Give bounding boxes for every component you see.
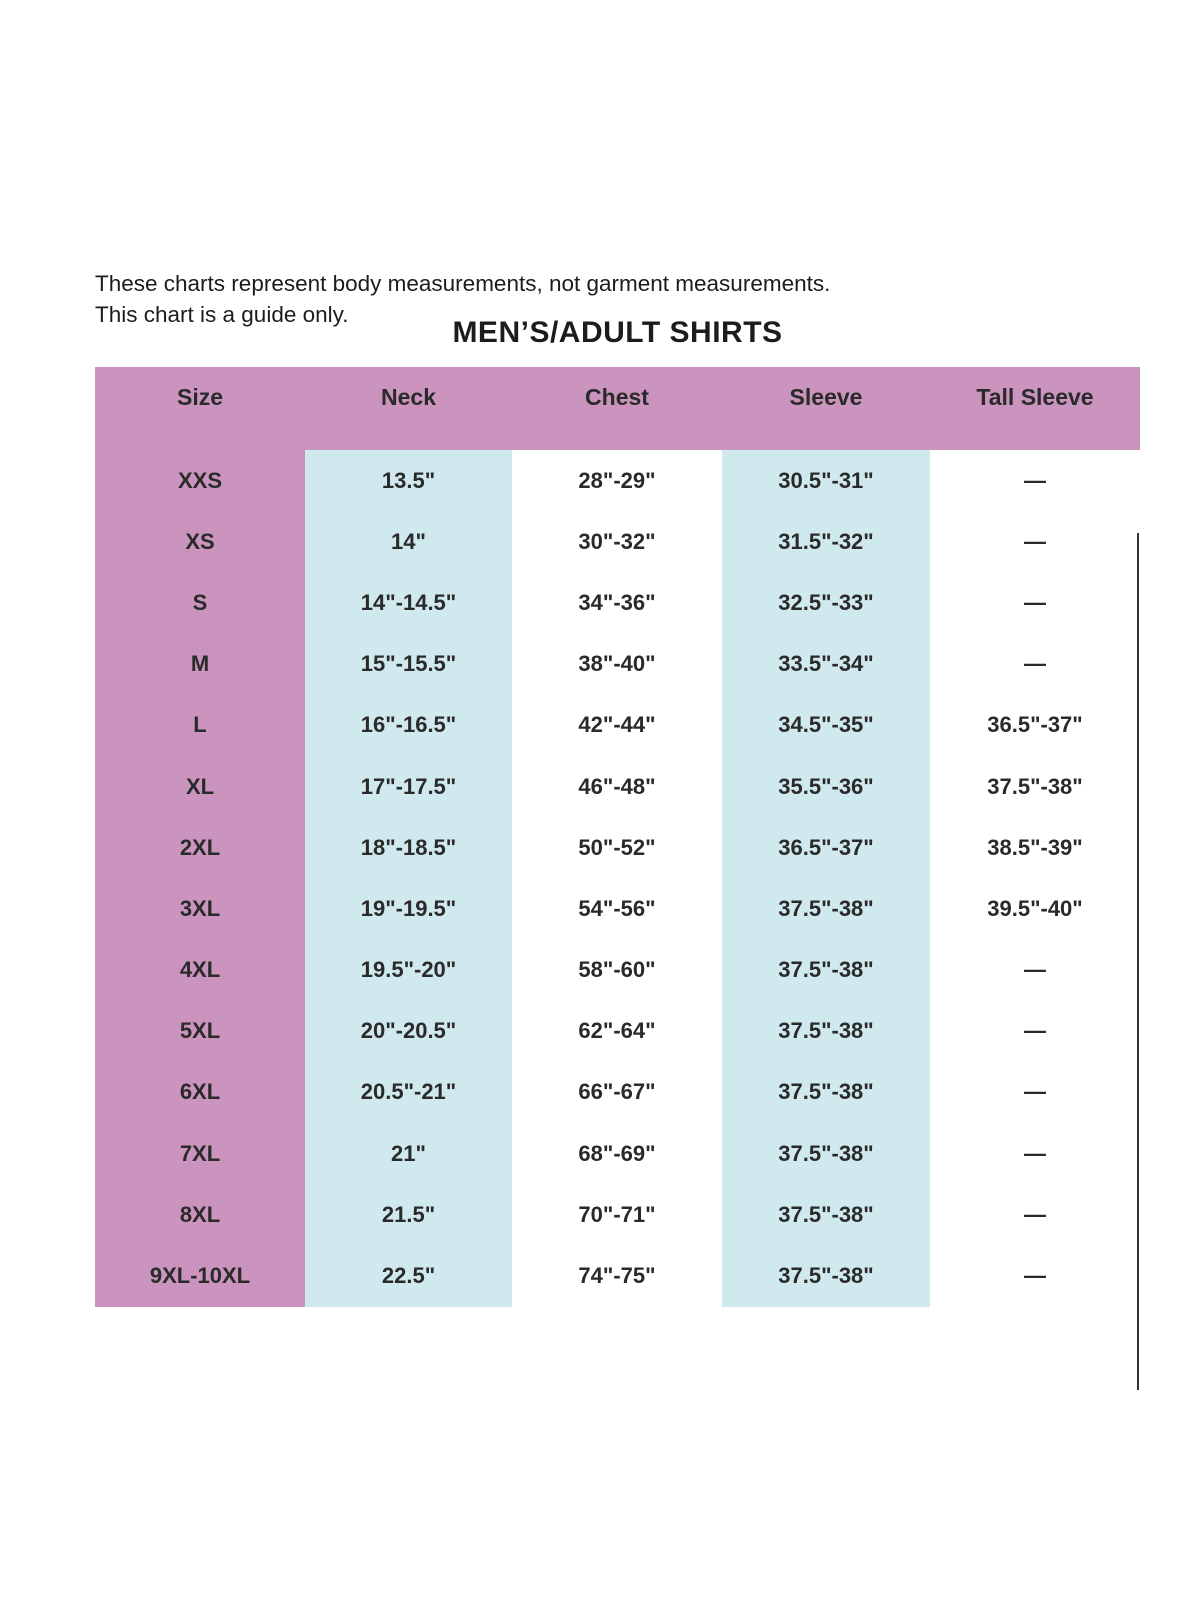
sleeve-cell: 37.5"-38"	[722, 1001, 930, 1062]
sleeve-cell: 31.5"-32"	[722, 511, 930, 572]
neck-cell: 22.5"	[305, 1245, 512, 1306]
chest-cell: 70"-71"	[512, 1184, 722, 1245]
size-cell: 4XL	[95, 940, 305, 1001]
chest-cell: 54"-56"	[512, 878, 722, 939]
tall-sleeve-cell: —	[930, 634, 1140, 695]
chest-cell: 68"-69"	[512, 1123, 722, 1184]
size-cell: 9XL-10XL	[95, 1245, 305, 1306]
size-cell: L	[95, 695, 305, 756]
chest-cell: 38"-40"	[512, 634, 722, 695]
chest-cell: 28"-29"	[512, 450, 722, 511]
neck-cell: 18"-18.5"	[305, 817, 512, 878]
size-cell: S	[95, 572, 305, 633]
size-cell: XL	[95, 756, 305, 817]
table-header-row	[95, 367, 1140, 450]
chest-cell: 58"-60"	[512, 940, 722, 1001]
tall-sleeve-cell: 36.5"-37"	[930, 695, 1140, 756]
table-right-border-line	[1137, 533, 1139, 1390]
neck-cell: 19"-19.5"	[305, 878, 512, 939]
size-cell: 3XL	[95, 878, 305, 939]
column-header-chest: Chest	[585, 384, 649, 410]
sleeve-cell: 30.5"-31"	[722, 450, 930, 511]
chest-cell: 50"-52"	[512, 817, 722, 878]
sleeve-cell: 37.5"-38"	[722, 1062, 930, 1123]
tall-sleeve-cell: 38.5"-39"	[930, 817, 1140, 878]
tall-sleeve-cell: —	[930, 572, 1140, 633]
disclaimer-line-2: This chart is a guide only.	[95, 302, 349, 327]
neck-cell: 15"-15.5"	[305, 634, 512, 695]
chest-cell: 42"-44"	[512, 695, 722, 756]
tall-sleeve-cell: 37.5"-38"	[930, 756, 1140, 817]
size-cell: 2XL	[95, 817, 305, 878]
size-cell: 6XL	[95, 1062, 305, 1123]
neck-cell: 17"-17.5"	[305, 756, 512, 817]
size-cell: XXS	[95, 450, 305, 511]
column-header-neck: Neck	[381, 384, 436, 410]
neck-cell: 20.5"-21"	[305, 1062, 512, 1123]
size-cell: 5XL	[95, 1001, 305, 1062]
sleeve-cell: 37.5"-38"	[722, 1184, 930, 1245]
column-header-sleeve: Sleeve	[789, 384, 863, 410]
neck-cell: 19.5"-20"	[305, 940, 512, 1001]
neck-cell: 21"	[305, 1123, 512, 1184]
chest-cell: 62"-64"	[512, 1001, 722, 1062]
chest-cell: 74"-75"	[512, 1245, 722, 1306]
tall-sleeve-cell: —	[930, 1123, 1140, 1184]
tall-sleeve-cell: —	[930, 1062, 1140, 1123]
tall-sleeve-cell: —	[930, 1245, 1140, 1306]
column-header-size: Size	[176, 384, 224, 410]
sleeve-cell: 32.5"-33"	[722, 572, 930, 633]
size-cell: 7XL	[95, 1123, 305, 1184]
tall-sleeve-cell: —	[930, 940, 1140, 1001]
chest-cell: 46"-48"	[512, 756, 722, 817]
size-cell: 8XL	[95, 1184, 305, 1245]
neck-cell: 13.5"	[305, 450, 512, 511]
neck-cell: 21.5"	[305, 1184, 512, 1245]
disclaimer-line-1: These charts represent body measurements, not garment measurements.	[95, 271, 831, 296]
size-cell: M	[95, 634, 305, 695]
chest-cell: 66"-67"	[512, 1062, 722, 1123]
tall-sleeve-cell: 39.5"-40"	[930, 878, 1140, 939]
tall-sleeve-cell: —	[930, 1001, 1140, 1062]
sleeve-cell: 37.5"-38"	[722, 878, 930, 939]
size-chart-table	[95, 367, 1140, 1307]
sleeve-cell: 37.5"-38"	[722, 940, 930, 1001]
sleeve-cell: 37.5"-38"	[722, 1245, 930, 1306]
table-body	[95, 450, 1140, 1307]
sleeve-cell: 33.5"-34"	[722, 634, 930, 695]
neck-cell: 14"	[305, 511, 512, 572]
tall-sleeve-cell: —	[930, 450, 1140, 511]
tall-sleeve-cell: —	[930, 511, 1140, 572]
sleeve-cell: 35.5"-36"	[722, 756, 930, 817]
neck-cell: 16"-16.5"	[305, 695, 512, 756]
column-header-tall-sleeve: Tall Sleeve	[976, 384, 1094, 410]
sleeve-cell: 36.5"-37"	[722, 817, 930, 878]
neck-cell: 20"-20.5"	[305, 1001, 512, 1062]
sleeve-cell: 37.5"-38"	[722, 1123, 930, 1184]
chest-cell: 34"-36"	[512, 572, 722, 633]
sleeve-cell: 34.5"-35"	[722, 695, 930, 756]
size-cell: XS	[95, 511, 305, 572]
chest-cell: 30"-32"	[512, 511, 722, 572]
tall-sleeve-cell: —	[930, 1184, 1140, 1245]
neck-cell: 14"-14.5"	[305, 572, 512, 633]
page-title: MEN’S/ADULT SHIRTS	[452, 316, 783, 349]
